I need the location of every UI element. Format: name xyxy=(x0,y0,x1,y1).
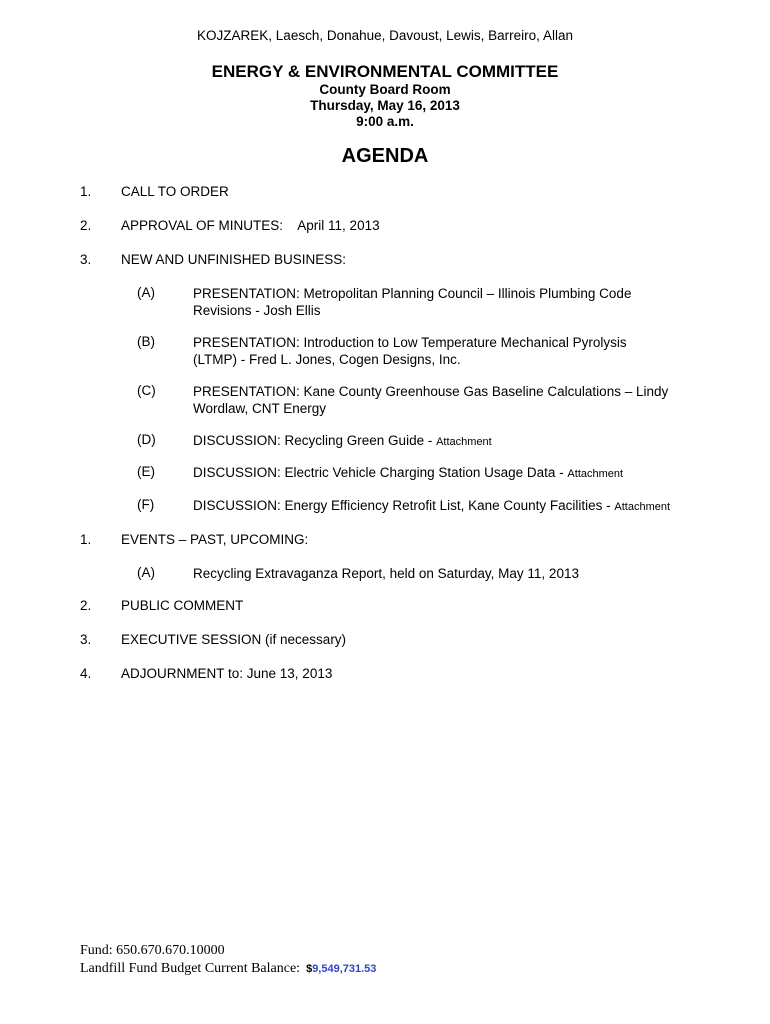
subitem-letter: (B) xyxy=(137,334,155,349)
subitem-text: Recycling Extravaganza Report, held on Saturday, May 11, 2013 xyxy=(193,566,579,581)
fund-number: Fund: 650.670.670.10000 xyxy=(80,943,225,958)
fund-balance-label: Landfill Fund Budget Current Balance: xyxy=(80,961,301,976)
attachment-link[interactable]: Attachment xyxy=(614,501,671,513)
fund-balance-currency: $ xyxy=(306,963,313,975)
fund-balance-line xyxy=(80,960,376,978)
subitem-text: PRESENTATION: Introduction to Low Temperature Mechanical Pyrolysis xyxy=(193,335,627,350)
item-number: 1. xyxy=(80,184,92,199)
meeting-location: County Board Room xyxy=(319,82,451,97)
item-text: NEW AND UNFINISHED BUSINESS: xyxy=(121,252,347,267)
subitem-text: DISCUSSION: Energy Efficiency Retrofit List, Kane County Facilities - xyxy=(193,498,615,513)
item-text: PUBLIC COMMENT xyxy=(121,598,244,613)
subitem-letter: (A) xyxy=(137,565,155,580)
item-text: EXECUTIVE SESSION (if necessary) xyxy=(121,632,347,647)
agenda-title: AGENDA xyxy=(341,145,429,167)
item-text: ADJOURNMENT to: June 13, 2013 xyxy=(121,666,333,681)
item-number: 2. xyxy=(80,218,92,233)
subitem-text: PRESENTATION: Kane County Greenhouse Gas Baseline Calculations – Lindy xyxy=(193,384,669,399)
fund-balance-value: 9,549,731.53 xyxy=(312,963,377,975)
committee-members: KOJZAREK, Laesch, Donahue, Davoust, Lewis, Barreiro, Allan xyxy=(197,28,573,43)
attachment-link[interactable]: Attachment xyxy=(436,436,492,448)
item-text: CALL TO ORDER xyxy=(121,184,229,199)
subitem-text: PRESENTATION: Metropolitan Planning Council – Illinois Plumbing Code xyxy=(193,286,632,301)
item-number: 1. xyxy=(80,532,92,547)
subitem-text-continued: (LTMP) - Fred L. Jones, Cogen Designs, Inc. xyxy=(193,352,461,367)
subitem-text-continued: Revisions - Josh Ellis xyxy=(193,303,321,318)
subitem-text: DISCUSSION: Electric Vehicle Charging Station Usage Data - xyxy=(193,465,568,480)
attachment-link[interactable]: Attachment xyxy=(567,468,624,480)
item-number: 3. xyxy=(80,632,92,647)
subitem-text-continued: Wordlaw, CNT Energy xyxy=(193,401,327,416)
subitem-letter: (F) xyxy=(137,497,155,512)
subitem-letter: (A) xyxy=(137,285,155,300)
subitem-letter: (C) xyxy=(137,383,156,398)
item-number: 4. xyxy=(80,666,92,681)
item-number: 2. xyxy=(80,598,92,613)
committee-title: ENERGY & ENVIRONMENTAL COMMITTEE xyxy=(211,62,559,81)
item-number: 3. xyxy=(80,252,92,267)
subitem-text: DISCUSSION: Recycling Green Guide - xyxy=(193,433,437,448)
subitem-letter: (D) xyxy=(137,432,156,447)
fund-footer xyxy=(80,942,376,978)
meeting-date: Thursday, May 16, 2013 xyxy=(310,98,460,113)
item-text: EVENTS – PAST, UPCOMING: xyxy=(121,532,309,547)
meeting-time: 9:00 a.m. xyxy=(356,114,414,129)
item-text: APPROVAL OF MINUTES: April 11, 2013 xyxy=(121,218,380,233)
subitem-letter: (E) xyxy=(137,464,155,479)
